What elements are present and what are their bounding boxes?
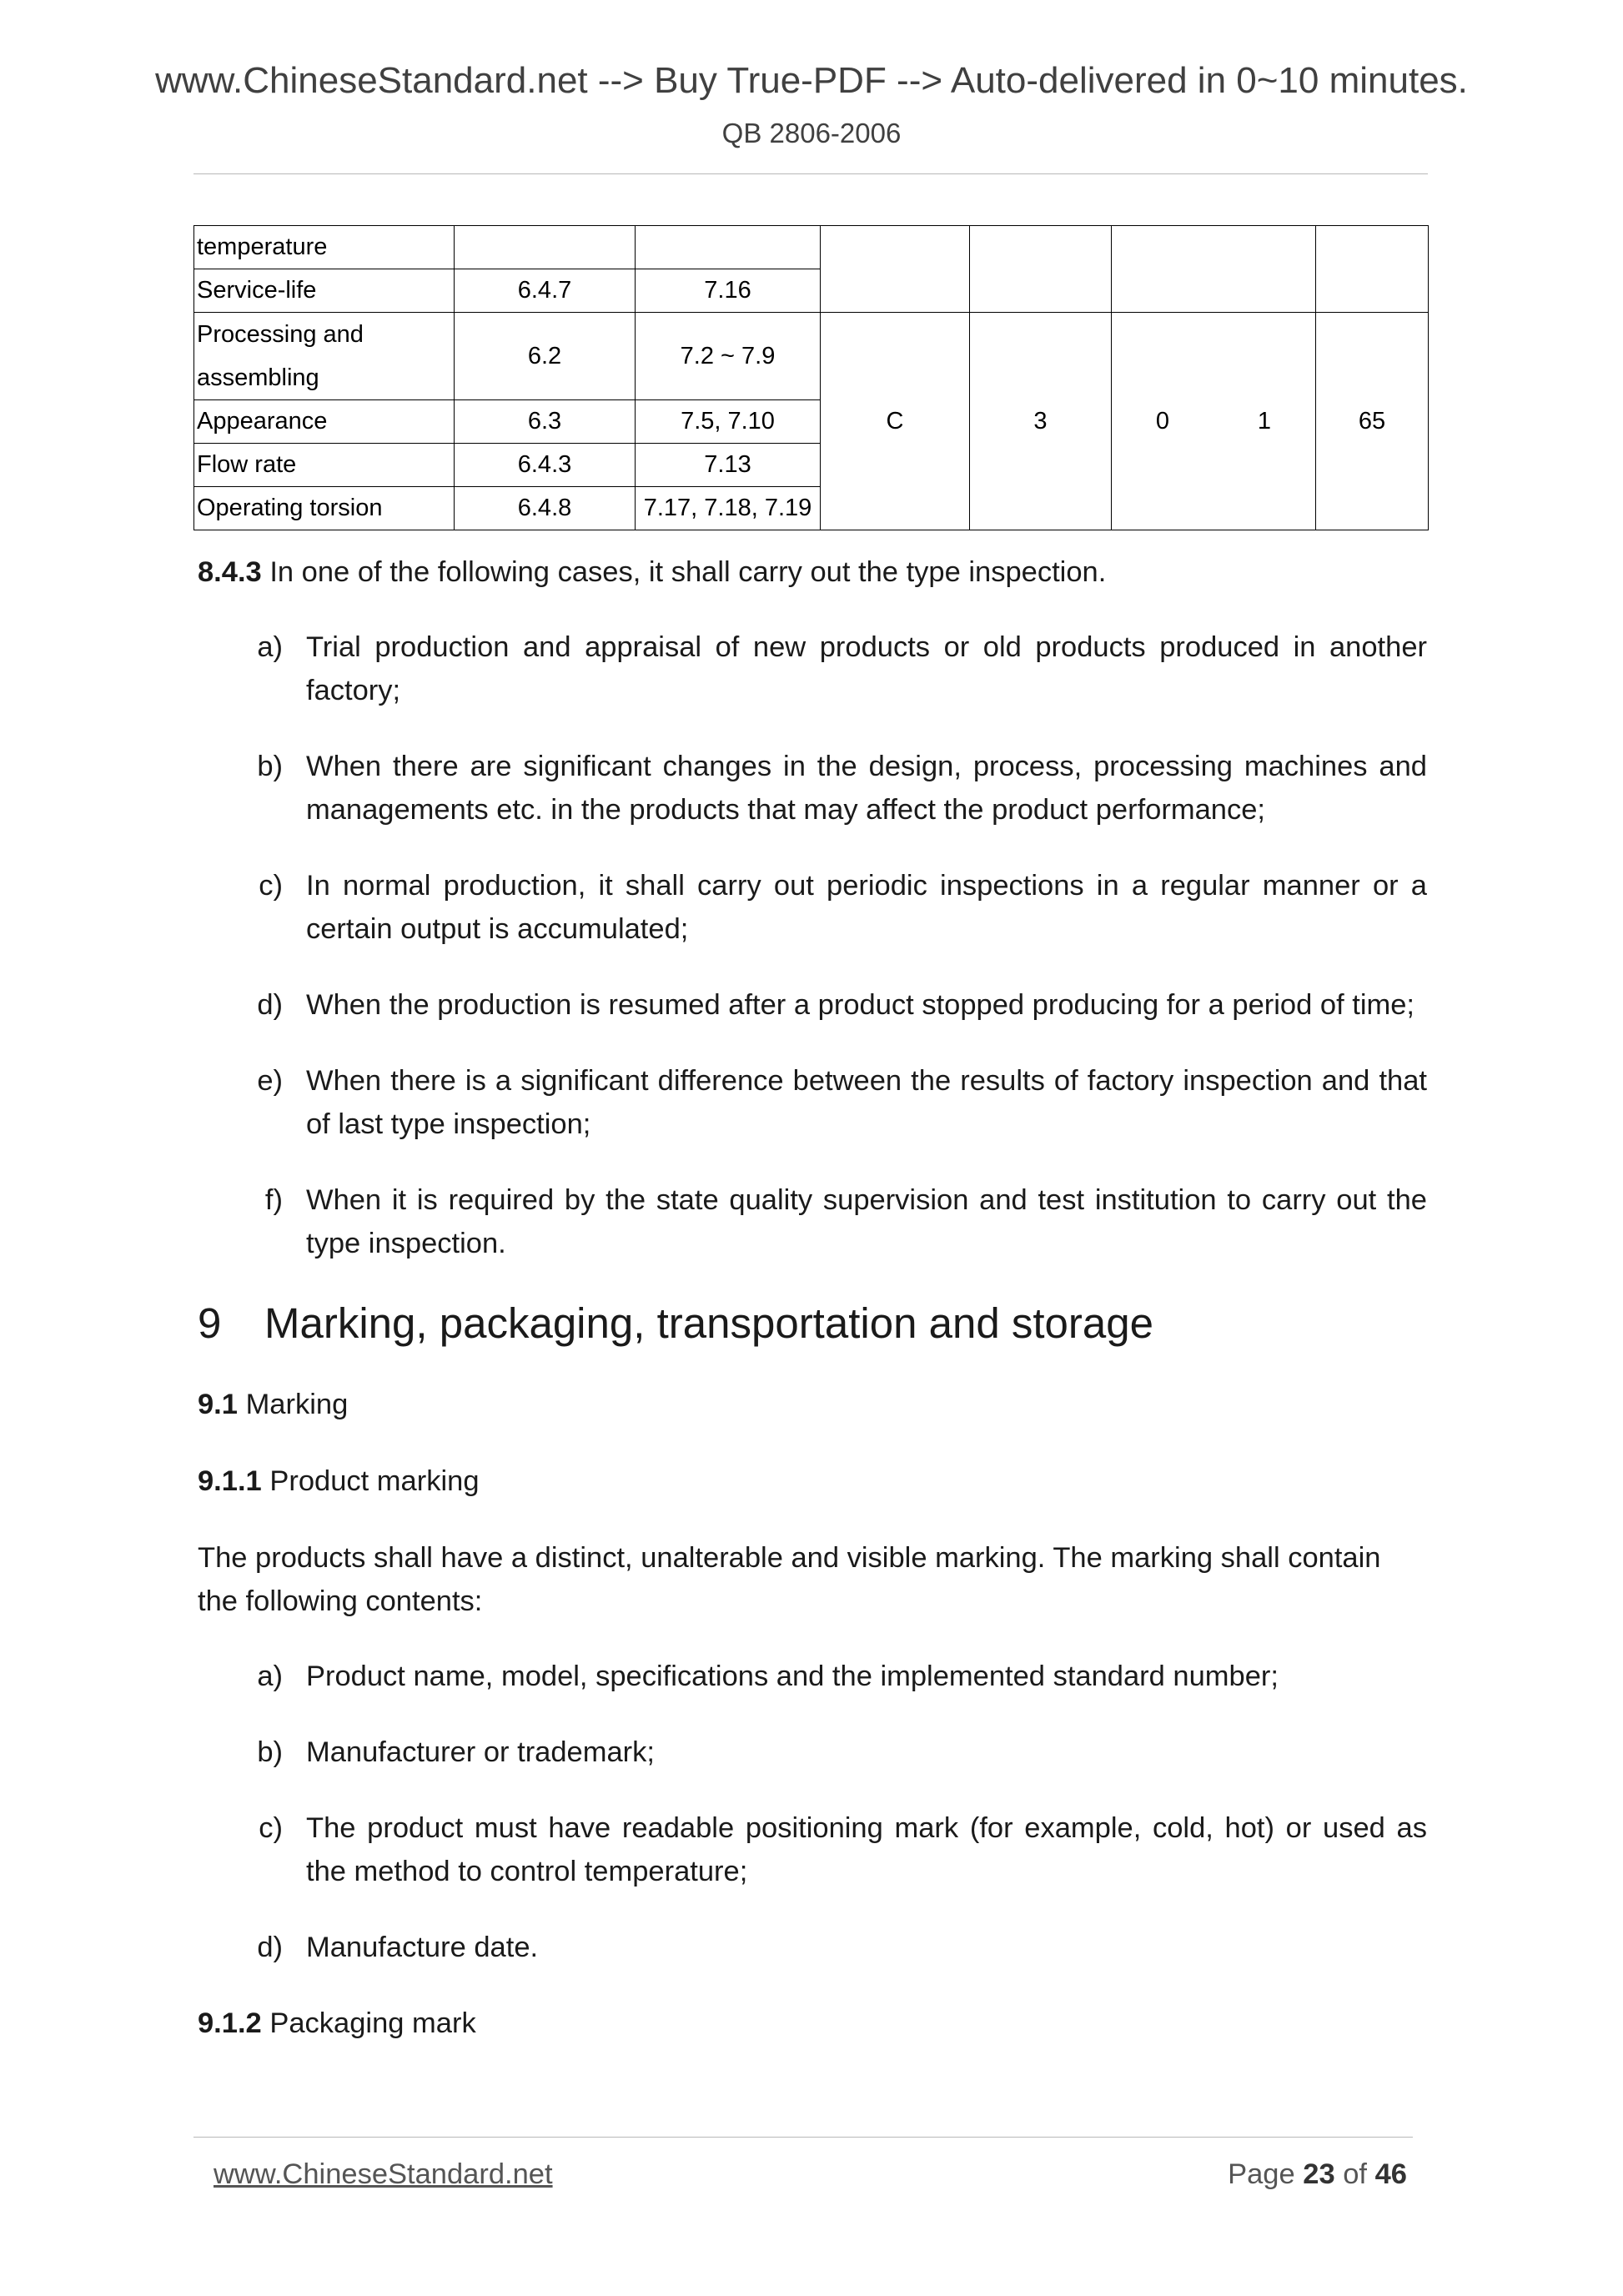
clause-9-1-1 — [198, 1459, 1427, 1503]
table-cell — [970, 226, 1112, 269]
clause-8-4-3 — [198, 550, 1427, 594]
list-text: Product name, model, specifications and the implemented standard number; — [306, 1660, 1279, 1692]
list-item — [198, 983, 1427, 1027]
rql-cell: 65 — [1316, 313, 1429, 530]
list-label: d) — [257, 989, 283, 1021]
total-pages: 46 — [1374, 2158, 1407, 2190]
list-item — [198, 1178, 1427, 1265]
table-cell: temperature — [194, 226, 455, 269]
page-number — [1228, 2158, 1407, 2191]
list-item — [198, 1731, 1427, 1774]
inspection-table — [193, 225, 1429, 530]
table-cell: Operating torsion — [194, 487, 455, 530]
clause-text: In one of the following cases, it shall carry out the type inspection. — [269, 556, 1107, 588]
clause-9-1-2 — [198, 2002, 1427, 2045]
table-cell: 6.4.7 — [455, 269, 636, 313]
list-text: In normal production, it shall carry out periodic inspections in a regular manner or a certain output is accumulated; — [306, 870, 1427, 945]
table-cell — [1316, 269, 1429, 313]
list-item — [198, 1806, 1427, 1893]
document-body — [198, 550, 1427, 2045]
table-cell — [636, 226, 821, 269]
marking-contents — [198, 1655, 1427, 1969]
section-9-heading — [198, 1298, 1427, 1349]
footer-site-link[interactable]: www.ChineseStandard.net — [214, 2158, 553, 2190]
table-cell: 6.4.8 — [455, 487, 636, 530]
list-text: When the production is resumed after a product stopped producing for a period of time; — [306, 989, 1415, 1021]
list-label: b) — [257, 1736, 283, 1768]
list-text: Trial production and appraisal of new products or old products produced in another factory; — [306, 631, 1427, 706]
table-cell: 6.4.3 — [455, 444, 636, 487]
table-cell: 7.16 — [636, 269, 821, 313]
list-label: f) — [264, 1184, 283, 1216]
header-divider — [193, 173, 1428, 174]
table-cell — [1316, 226, 1429, 269]
list-label: a) — [257, 1660, 283, 1692]
footer-divider — [193, 2137, 1413, 2138]
table-cell: Service-life — [194, 269, 455, 313]
table-cell — [821, 269, 970, 313]
table-cell: 7.13 — [636, 444, 821, 487]
ac-value: 0 — [1155, 407, 1170, 435]
list-label: c) — [259, 870, 283, 902]
table-cell — [1112, 226, 1316, 269]
clause-title: Marking — [245, 1389, 349, 1420]
list-text: The product must have readable positioning mark (for example, cold, hot) or used as the method to control temperature; — [306, 1812, 1427, 1887]
section-number: 9 — [198, 1299, 222, 1347]
table-cell: 7.5, 7.10 — [636, 400, 821, 444]
clause-title: Product marking — [269, 1465, 480, 1497]
clause-9-1 — [198, 1383, 1427, 1426]
table-cell: Processing and assembling — [194, 313, 455, 400]
page-header — [0, 60, 1623, 149]
table-cell — [970, 269, 1112, 313]
table-row — [194, 226, 1429, 269]
sample-size-cell: 3 — [970, 313, 1112, 530]
table-cell — [455, 226, 636, 269]
list-text: Manufacture date. — [306, 1932, 539, 1963]
section-title: Marking, packaging, transportation and storage — [264, 1299, 1153, 1347]
table-row — [194, 313, 1429, 400]
re-value: 1 — [1257, 407, 1272, 435]
list-item — [198, 864, 1427, 951]
clause-number: 9.1.1 — [198, 1465, 262, 1497]
clause-number: 8.4.3 — [198, 556, 262, 588]
clause-number: 9.1 — [198, 1389, 238, 1420]
list-label: d) — [257, 1932, 283, 1963]
list-text: Manufacturer or trademark; — [306, 1736, 655, 1768]
table-cell — [1112, 269, 1316, 313]
list-label: c) — [259, 1812, 283, 1844]
table-cell: 7.2 ~ 7.9 — [636, 313, 821, 400]
list-label: a) — [257, 631, 283, 663]
list-text: When there are significant changes in the design, process, processing machines and managements etc. in the products that may affect the product performance; — [306, 751, 1427, 826]
list-label: b) — [257, 751, 283, 782]
type-inspection-cases — [198, 625, 1427, 1265]
page-of: of — [1343, 2158, 1368, 2190]
header-title: www.ChineseStandard.net --> Buy True-PDF --> Auto-delivered in 0~10 minutes. — [155, 60, 1468, 101]
table-cell: Flow rate — [194, 444, 455, 487]
standard-code: QB 2806-2006 — [721, 117, 902, 148]
table-cell: Appearance — [194, 400, 455, 444]
table-cell — [821, 226, 970, 269]
marking-paragraph: The products shall have a distinct, unalterable and visible marking. The marking shall contain the following contents: — [198, 1542, 1381, 1617]
page-prefix: Page — [1228, 2158, 1295, 2190]
list-item — [198, 625, 1427, 712]
list-text: When it is required by the state quality supervision and test institution to carry out the type inspection. — [306, 1184, 1427, 1259]
table-cell: 6.3 — [455, 400, 636, 444]
sample-group-cell: C — [821, 313, 970, 530]
list-item — [198, 745, 1427, 831]
clause-title: Packaging mark — [269, 2007, 476, 2039]
table-cell: 7.17, 7.18, 7.19 — [636, 487, 821, 530]
list-item — [198, 1059, 1427, 1146]
clause-number: 9.1.2 — [198, 2007, 262, 2039]
table-row — [194, 269, 1429, 313]
list-item — [198, 1655, 1427, 1698]
ac-re-cell — [1112, 313, 1316, 530]
list-label: e) — [257, 1065, 283, 1097]
table-cell: 6.2 — [455, 313, 636, 400]
list-item — [198, 1926, 1427, 1969]
current-page: 23 — [1303, 2158, 1335, 2190]
list-text: When there is a significant difference between the results of factory inspection and that of last type inspection; — [306, 1065, 1427, 1140]
